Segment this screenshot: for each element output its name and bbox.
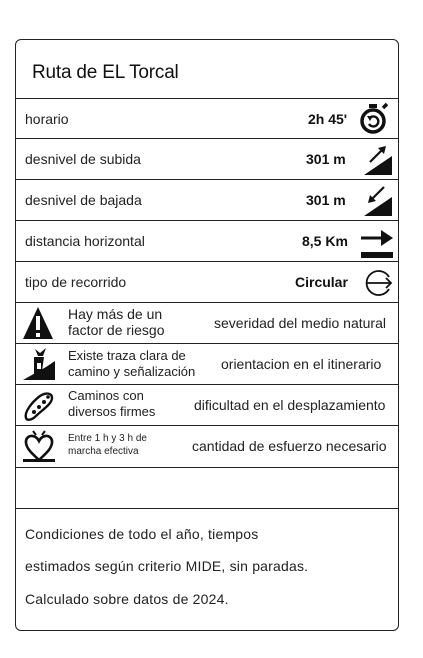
stat-label: desnivel de bajada <box>25 192 142 208</box>
stat-row-ascent <box>16 138 398 179</box>
route-card <box>15 39 399 631</box>
effort-heart-icon <box>22 429 56 463</box>
mide-row-effort <box>16 425 398 467</box>
stat-row-descent <box>16 179 398 220</box>
stat-label: distancia horizontal <box>25 233 145 249</box>
mide-description: Hay más de un factor de riesgo <box>68 306 165 338</box>
mide-row-orientation <box>16 343 398 384</box>
mide-description: Existe traza clara de camino y señalización <box>68 348 196 379</box>
mide-label: cantidad de esfuerzo necesario <box>192 438 387 454</box>
stat-value: 8,5 Km <box>302 233 348 249</box>
mide-label: orientacion en el itinerario <box>221 356 382 372</box>
orientation-icon <box>22 347 56 381</box>
notes-section <box>16 508 398 631</box>
stat-row-route-type <box>16 261 398 302</box>
route-title: Ruta de EL Torcal <box>32 62 179 83</box>
empty-row <box>16 467 398 508</box>
stat-label: desnivel de subida <box>25 151 141 167</box>
stat-label: horario <box>25 111 69 127</box>
note-line: Condiciones de todo el año, tiempos <box>25 526 259 542</box>
stat-row-schedule <box>16 98 398 138</box>
mide-label: severidad del medio natural <box>214 315 386 331</box>
distance-arrow-icon <box>359 224 395 260</box>
stat-value: 301 m <box>306 192 346 208</box>
stopwatch-icon <box>357 101 391 135</box>
stat-row-distance <box>16 220 398 261</box>
stat-value: 2h 45' <box>308 111 348 127</box>
mide-row-severity <box>16 302 398 343</box>
stat-label: tipo de recorrido <box>25 274 127 290</box>
stat-value: Circular <box>295 274 348 290</box>
mide-label: dificultad en el desplazamiento <box>194 397 386 413</box>
note-line: Calculado sobre datos de 2024. <box>25 591 229 607</box>
circular-route-icon <box>359 266 395 300</box>
note-line: estimados según criterio MIDE, sin paradas. <box>25 558 309 574</box>
ascent-icon <box>360 142 394 176</box>
mide-row-difficulty <box>16 384 398 425</box>
descent-icon <box>360 183 394 217</box>
mide-description: Entre 1 h y 3 h de marcha efectiva <box>68 433 147 457</box>
stat-value: 301 m <box>306 151 346 167</box>
mide-description: Caminos con diversos firmes <box>68 388 156 419</box>
footprint-icon <box>22 388 56 422</box>
warning-icon <box>22 306 54 340</box>
